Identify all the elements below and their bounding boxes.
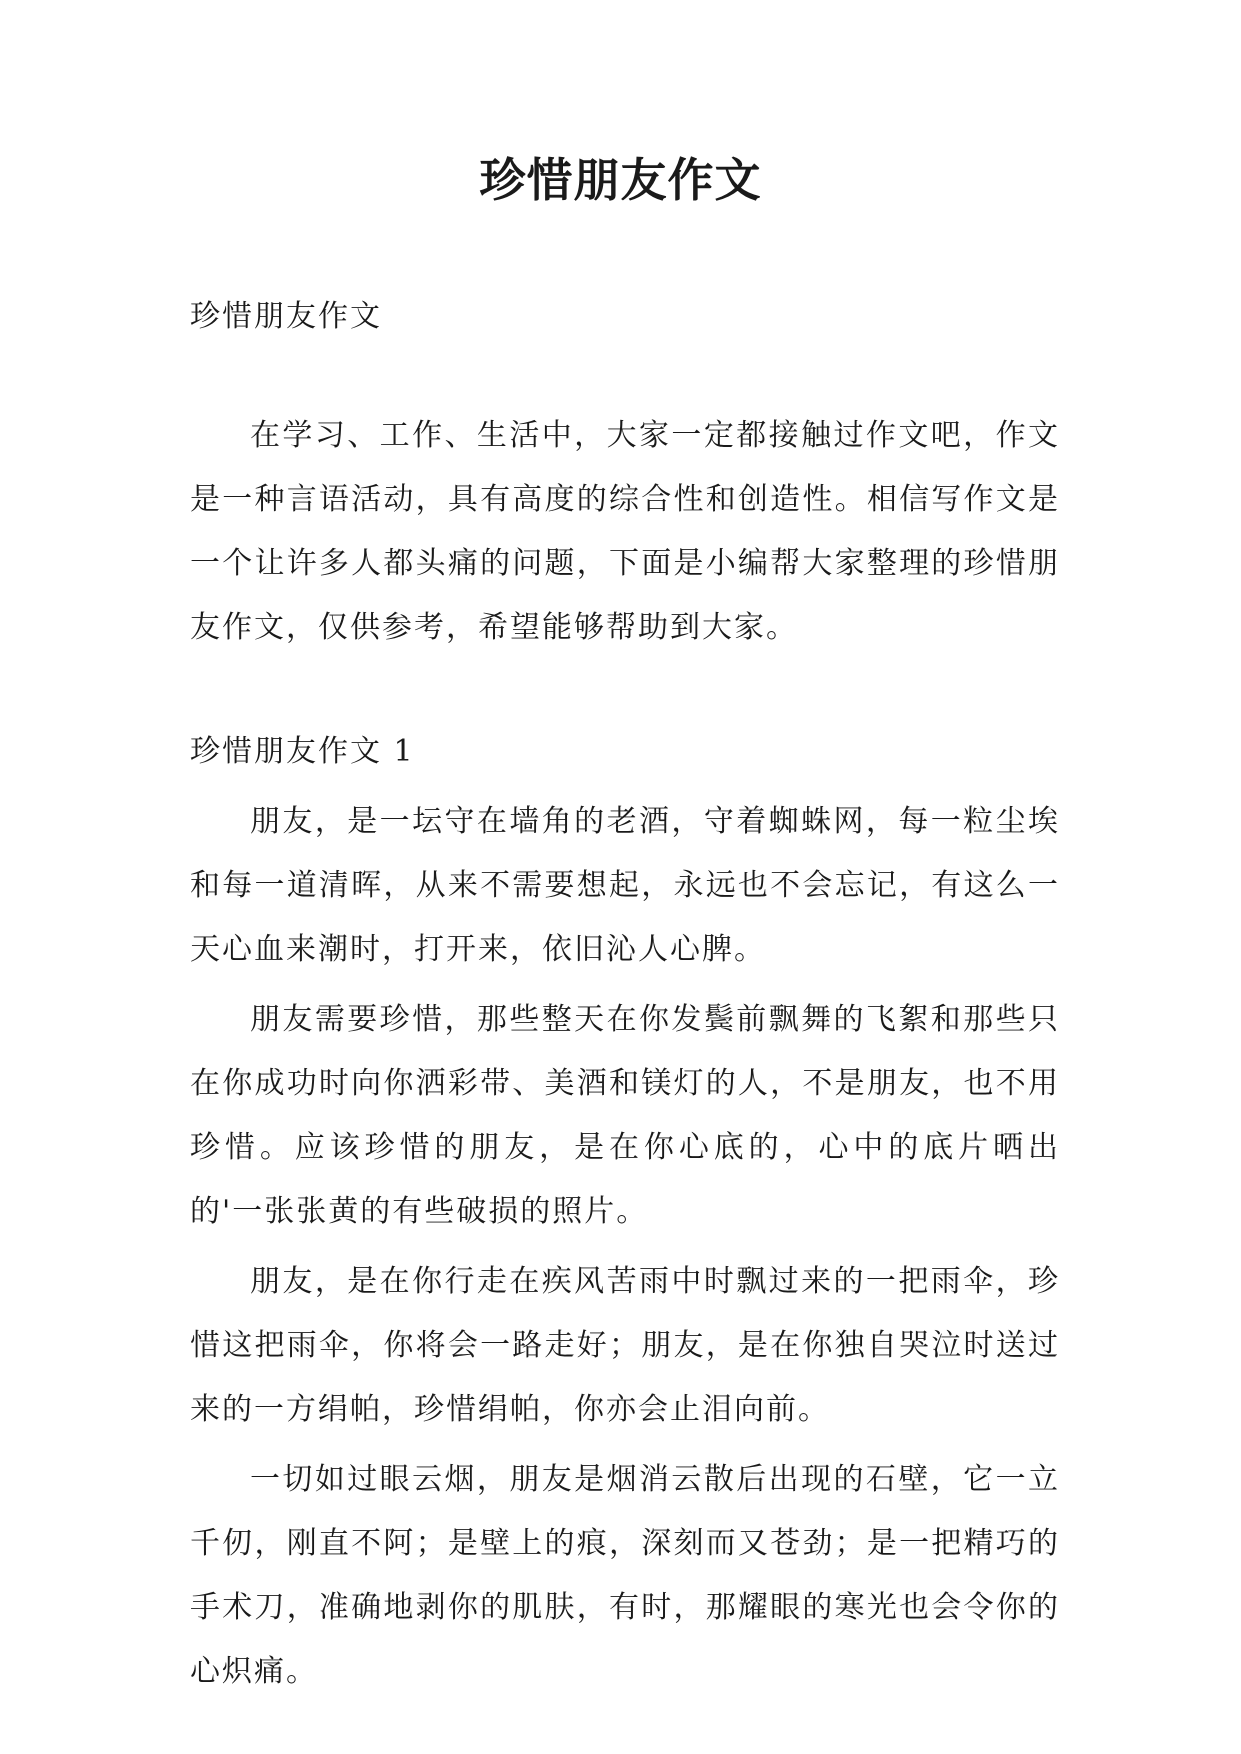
document-title: 珍惜朋友作文 — [479, 153, 762, 207]
document-subtitle: 珍惜朋友作文 — [190, 299, 382, 334]
section-heading: 珍惜朋友作文 1 — [190, 734, 415, 769]
body-paragraph: 朋友，是一坛守在墙角的老酒，守着蜘蛛网，每一粒尘埃和每一道清晖，从来不需要想起，永远也不会忘记，有这么一天心血来潮时，打开来，依旧沁人心脾。 — [190, 804, 1060, 967]
body-paragraph: 一切如过眼云烟，朋友是烟消云散后出现的石壁，它一立千仞，刚直不阿；是壁上的痕，深刻而又苍劲；是一把精巧的手术刀，准确地剥你的肌肤，有时，那耀眼的寒光也会令你的心炽痛。 — [190, 1462, 1060, 1689]
intro-paragraph: 在学习、工作、生活中，大家一定都接触过作文吧，作文是一种言语活动，具有高度的综合性和创造性。相信写作文是一个让许多人都头痛的问题，下面是小编帮大家整理的珍惜朋友作文，仅供参考，希望能够帮助到大家。 — [190, 418, 1060, 645]
body-paragraph: 朋友，是在你行走在疾风苦雨中时飘过来的一把雨伞，珍惜这把雨伞，你将会一路走好；朋友，是在你独自哭泣时送过来的一方绢帕，珍惜绢帕，你亦会止泪向前。 — [190, 1264, 1060, 1427]
document-body — [190, 285, 1060, 1704]
body-paragraph: 朋友需要珍惜，那些整天在你发鬓前飘舞的飞絮和那些只在你成功时向你洒彩带、美酒和镁灯的人，不是朋友，也不用珍惜。应该珍惜的朋友，是在你心底的，心中的底片晒出的'一张张黄的有些破损的照片。 — [190, 1002, 1060, 1229]
